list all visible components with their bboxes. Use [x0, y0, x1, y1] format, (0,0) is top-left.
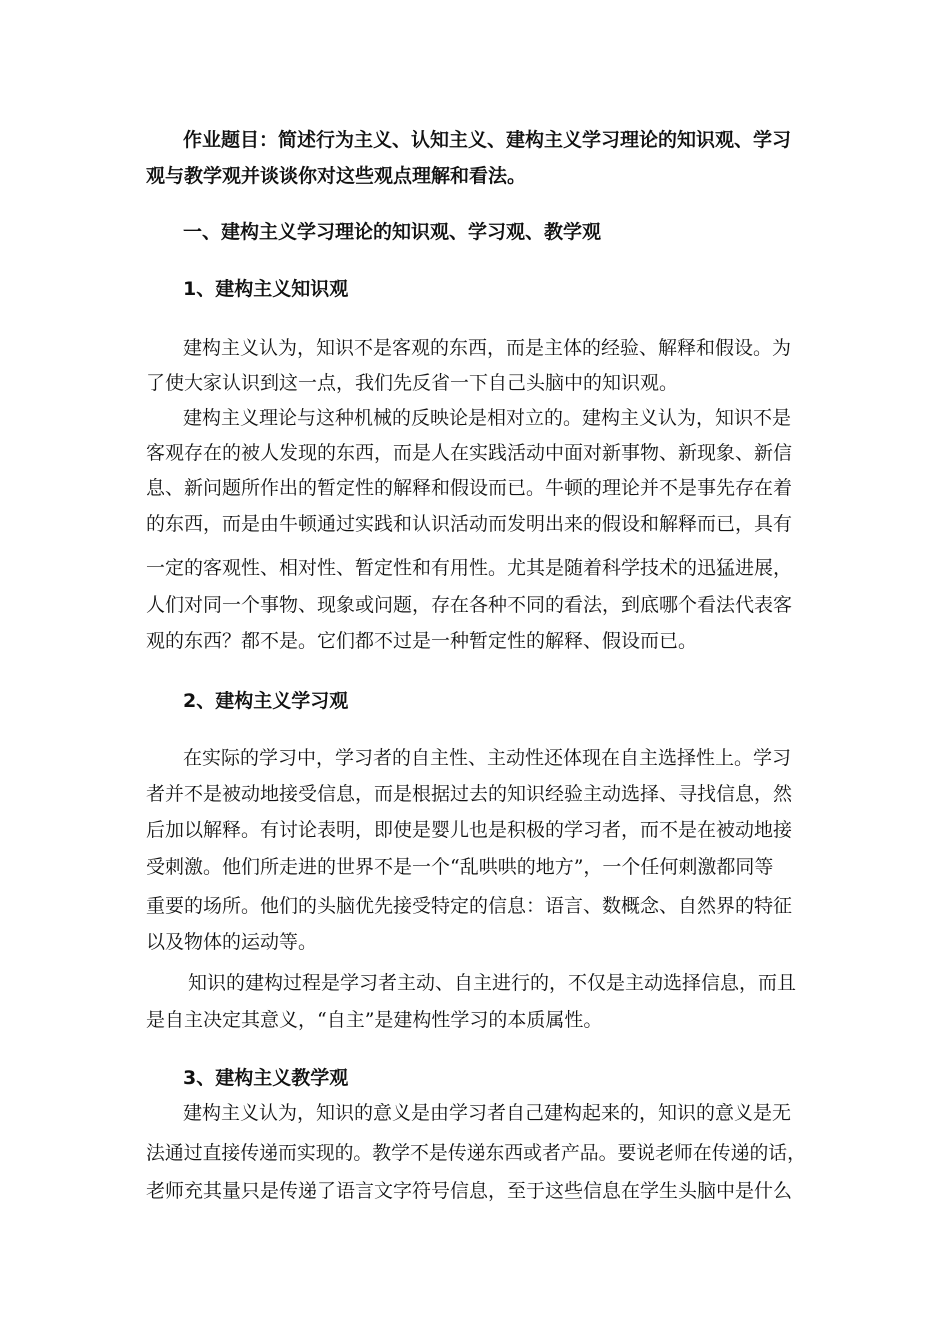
- paragraph-line: 一定的客观性、相对性、暂定性和有用性。尤其是随着科学技术的迅猛进展，: [146, 557, 793, 579]
- paragraph-line: 者并不是被动地接受信息，而是根据过去的知识经验主动选择、寻找信息，然: [146, 783, 793, 805]
- paragraph-line: 知识的建构过程是学习者主动、自主进行的，不仅是主动选择信息，而且: [188, 972, 797, 994]
- paragraph-line: 建构主义认为，知识不是客观的东西，而是主体的经验、解释和假设。为: [183, 337, 792, 359]
- paragraph-line: 建构主义理论与这种机械的反映论是相对立的。建构主义认为，知识不是: [183, 407, 792, 429]
- subheading-learning-view: 2、建构主义学习观: [183, 690, 349, 712]
- paragraph-line: 老师充其量只是传递了语言文字符号信息，至于这些信息在学生头脑中是什么: [146, 1180, 793, 1202]
- assignment-title-line-2: 观与教学观并谈谈你对这些观点理解和看法。: [146, 165, 527, 187]
- paragraph-line: 了使大家认识到这一点，我们先反省一下自己头脑中的知识观。: [146, 372, 679, 394]
- paragraph-line: 的东西，而是由牛顿通过实践和认识活动而发明出来的假设和解释而已，具有: [146, 513, 793, 535]
- paragraph-line: 在实际的学习中，学习者的自主性、主动性还体现在自主选择性上。学习: [183, 747, 792, 769]
- paragraph-line: 人们对同一个事物、现象或问题，存在各种不同的看法，到底哪个看法代表客: [146, 594, 793, 616]
- paragraph-line: 建构主义认为，知识的意义是由学习者自己建构起来的，知识的意义是无: [183, 1102, 792, 1124]
- assignment-title-line-1: 作业题目：简述行为主义、认知主义、建构主义学习理论的知识观、学习: [183, 129, 792, 151]
- paragraph-line: 以及物体的运动等。: [146, 931, 318, 953]
- paragraph-line: 后加以解释。有讨论表明，即使是婴儿也是积极的学习者，而不是在被动地接: [146, 819, 793, 841]
- subheading-teaching-view: 3、建构主义教学观: [183, 1067, 349, 1089]
- paragraph-line: 是自主决定其意义，“自主”是建构性学习的本质属性。: [146, 1009, 603, 1031]
- paragraph-line: 观的东西？都不是。它们都不过是一种暂定性的解释、假设而已。: [146, 630, 698, 652]
- paragraph-line: 受刺激。他们所走进的世界不是一个“乱哄哄的地方”，一个任何刺激都同等: [146, 856, 774, 878]
- subheading-knowledge-view: 1、建构主义知识观: [183, 278, 349, 300]
- paragraph-line: 息、新问题所作出的暂定性的解释和假设而已。牛顿的理论并不是事先存在着: [146, 477, 793, 499]
- paragraph-line: 客观存在的被人发现的东西，而是人在实践活动中面对新事物、新现象、新信: [146, 442, 793, 464]
- section-heading: 一、建构主义学习理论的知识观、学习观、教学观: [183, 221, 602, 243]
- paragraph-line: 法通过直接传递而实现的。教学不是传递东西或者产品。要说老师在传递的话，: [146, 1142, 807, 1164]
- paragraph-line: 重要的场所。他们的头脑优先接受特定的信息：语言、数概念、自然界的特征: [146, 895, 793, 917]
